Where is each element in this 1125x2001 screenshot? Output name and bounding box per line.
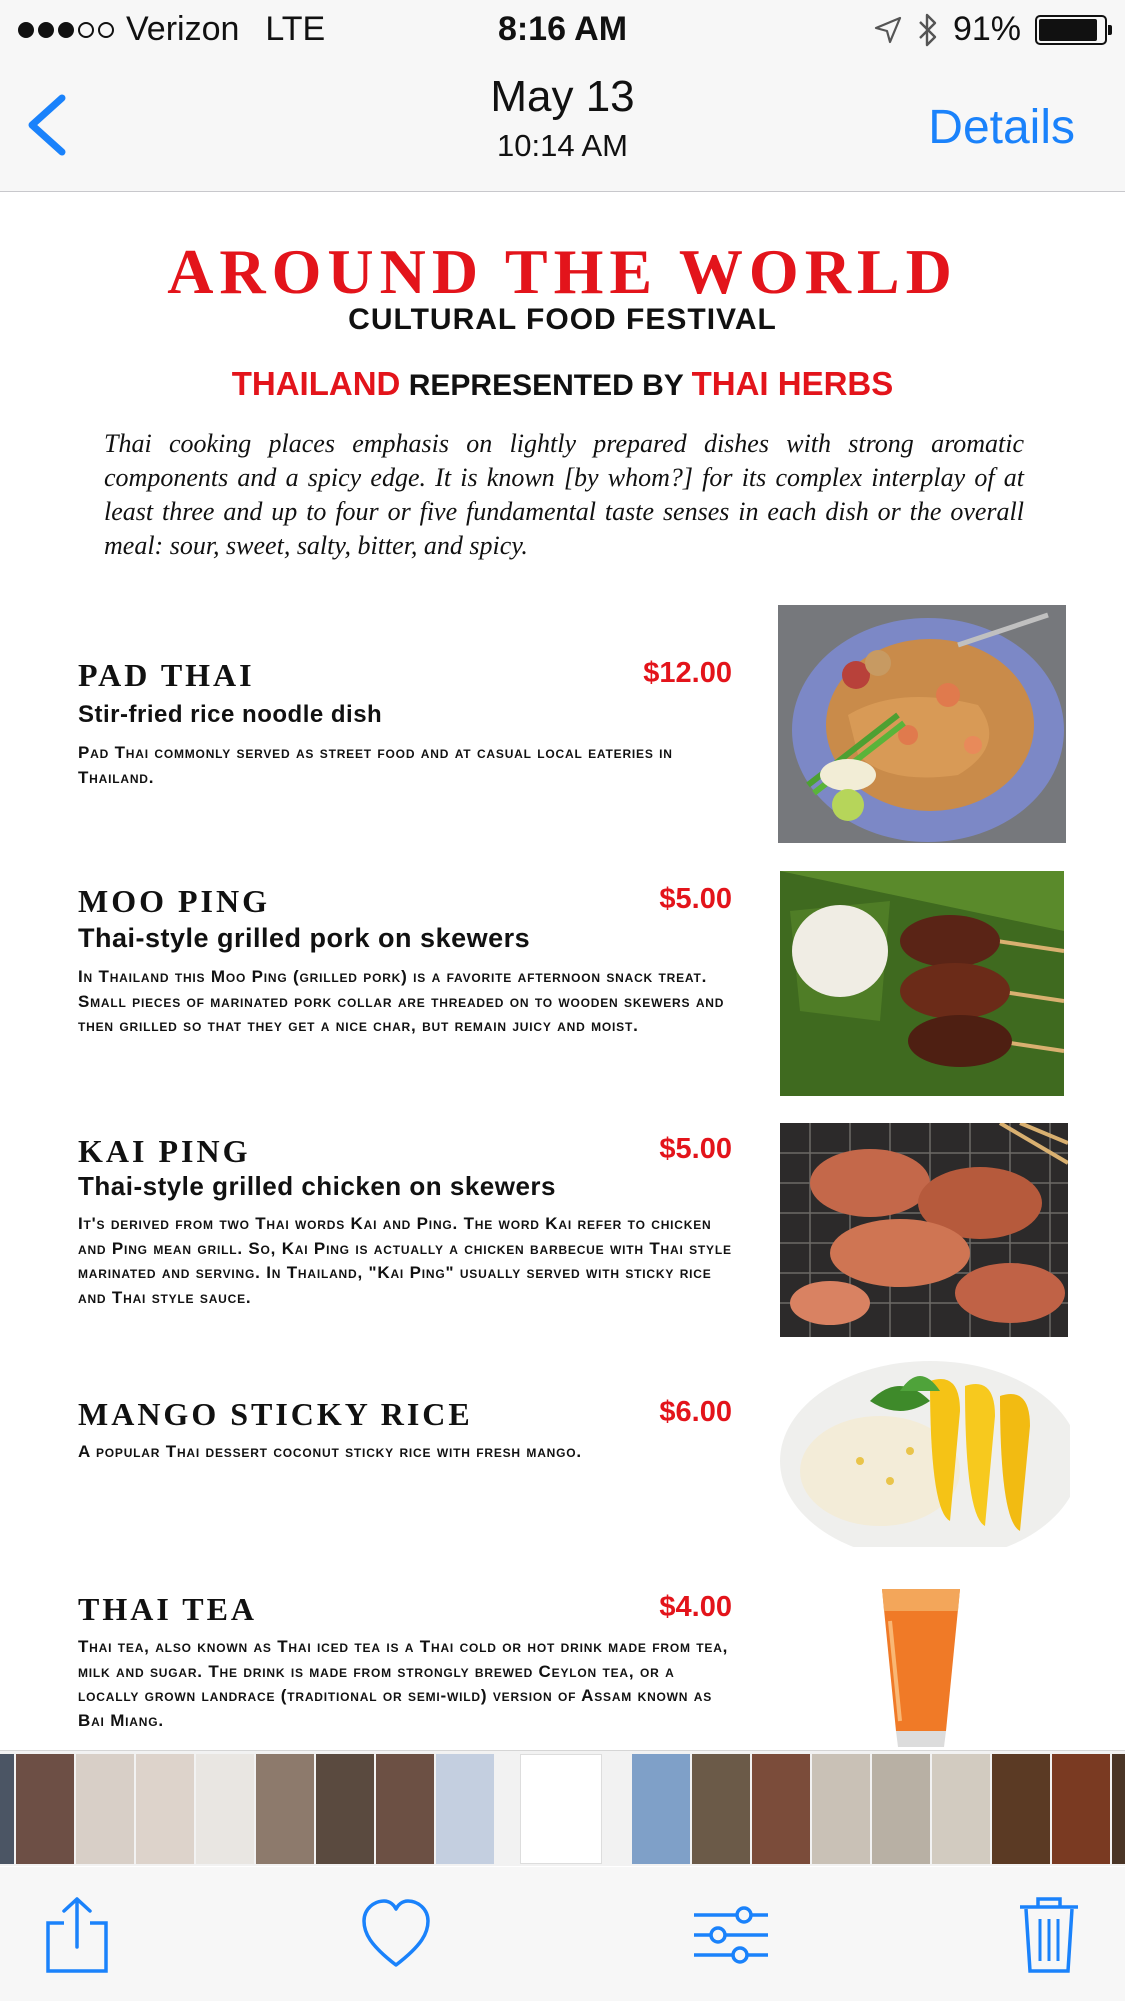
menu-item-price: $6.00 — [659, 1396, 732, 1428]
menu-item-description: It's derived from two Thai words Kai and Ping. The word Kai refer to chicken and Ping mean grill. So, Kai Ping is actually a chicken barbecue with Thai style marinated and serving. In Thailand, "Kai Ping" usually served with sticky rice and Thai style sauce. — [78, 1214, 732, 1307]
thumbnail[interactable] — [632, 1754, 690, 1864]
thumbnail[interactable] — [376, 1754, 434, 1864]
photo-time: 10:14 AM — [497, 128, 628, 163]
thumbnail[interactable] — [316, 1754, 374, 1864]
thumbnail[interactable] — [992, 1754, 1050, 1864]
menu-item-description: In Thailand this Moo Ping (grilled pork) is a favorite afternoon snack treat. Small pieces of marinated pork collar are threaded on to wooden skewers and then grilled so that they get a nice char, but remain juicy and moist. — [78, 967, 725, 1035]
menu-item-thai-tea — [78, 1591, 732, 1750]
thumbnail[interactable] — [0, 1754, 14, 1864]
photo-date: May 13 — [490, 72, 635, 121]
thumbnail[interactable] — [872, 1754, 930, 1864]
menu-item-price: $12.00 — [643, 657, 732, 689]
details-button[interactable]: Details — [928, 101, 1075, 154]
menu-item-mango-sticky-rice — [78, 1396, 732, 1516]
kai-ping-photo — [780, 1123, 1068, 1337]
thumbnail[interactable] — [436, 1754, 494, 1864]
thumbnail[interactable] — [692, 1754, 750, 1864]
thumbnail[interactable] — [1112, 1754, 1125, 1864]
pad-thai-photo — [778, 605, 1066, 843]
menu-item-price: $4.00 — [659, 1591, 732, 1623]
battery-icon — [1035, 15, 1107, 45]
thumbnail-current[interactable] — [520, 1754, 602, 1864]
thumbnail[interactable] — [16, 1754, 74, 1864]
thumbnail[interactable] — [256, 1754, 314, 1864]
flyer-restaurant: THAI HERBS — [691, 365, 894, 402]
menu-item-subtitle: Stir-fried rice noodle dish — [78, 701, 383, 728]
flyer-headline: AROUND THE WORLD — [167, 236, 958, 307]
thumbnail[interactable] — [932, 1754, 990, 1864]
photo-viewer[interactable] — [0, 193, 1125, 1750]
status-bar — [0, 0, 1125, 60]
sliders-icon[interactable] — [692, 1895, 770, 1975]
menu-item-name: MOO PING — [78, 883, 270, 919]
thai-tea-photo — [876, 1581, 966, 1750]
status-time: 8:16 AM — [497, 10, 628, 48]
thumbnail[interactable] — [752, 1754, 810, 1864]
flyer-country: THAILAND — [231, 365, 401, 402]
thumbnail[interactable] — [136, 1754, 194, 1864]
bluetooth-icon — [917, 12, 939, 48]
network-label: LTE — [265, 10, 326, 48]
heart-icon[interactable] — [360, 1895, 432, 1975]
flyer-subhead: CULTURAL FOOD FESTIVAL — [348, 303, 777, 336]
menu-item-name: KAI PING — [78, 1133, 251, 1169]
location-arrow-icon — [873, 15, 903, 45]
menu-item-subtitle: Thai-style grilled pork on skewers — [78, 923, 531, 953]
thumbnail[interactable] — [1052, 1754, 1110, 1864]
menu-item-moo-ping — [78, 883, 732, 1073]
menu-item-description: A popular Thai dessert coconut sticky rice with fresh mango. — [78, 1442, 582, 1461]
thumbnail[interactable] — [196, 1754, 254, 1864]
menu-item-description: Thai tea, also known as Thai iced tea is a Thai cold or hot drink made from tea, milk and sugar. The drink is made from strongly brewed Ceylon tea, or a locally grown landrace (traditional or semi-wild) version of Assam known as Bai Miang. — [78, 1637, 729, 1730]
battery-percent: 91% — [952, 10, 1021, 48]
menu-item-kai-ping — [78, 1133, 732, 1323]
menu-item-pad-thai — [78, 657, 732, 807]
flyer-represented-line — [0, 365, 1125, 403]
menu-item-description: Pad Thai commonly served as street food and at casual local eateries in Thailand. — [78, 743, 673, 787]
menu-item-name: THAI TEA — [78, 1591, 258, 1627]
trash-icon[interactable] — [1018, 1895, 1080, 1975]
nav-bar — [0, 60, 1125, 192]
flyer-intro: Thai cooking places emphasis on lightly prepared dishes with strong aromatic components and a spicy edge. It is known [by whom?] for its complex interplay of at least three and up to four or five fundamental taste senses in each dish or the overall meal: sour, sweet, salty, bitter, and spicy. — [104, 429, 1024, 560]
share-icon[interactable] — [42, 1895, 112, 1975]
menu-item-price: $5.00 — [659, 883, 732, 915]
menu-item-name: MANGO STICKY RICE — [78, 1396, 473, 1432]
thumbnail[interactable] — [812, 1754, 870, 1864]
thumbnail[interactable] — [76, 1754, 134, 1864]
menu-item-name: PAD THAI — [78, 657, 255, 693]
flyer-represented-by: REPRESENTED BY — [408, 369, 684, 402]
moo-ping-photo — [780, 871, 1064, 1096]
mango-sticky-rice-photo — [780, 1351, 1070, 1547]
menu-item-price: $5.00 — [659, 1133, 732, 1165]
menu-item-subtitle: Thai-style grilled chicken on skewers — [78, 1171, 557, 1201]
thumbnail-strip[interactable] — [0, 1750, 1125, 1866]
carrier-label: Verizon — [126, 10, 240, 48]
bottom-toolbar — [0, 1867, 1125, 2001]
